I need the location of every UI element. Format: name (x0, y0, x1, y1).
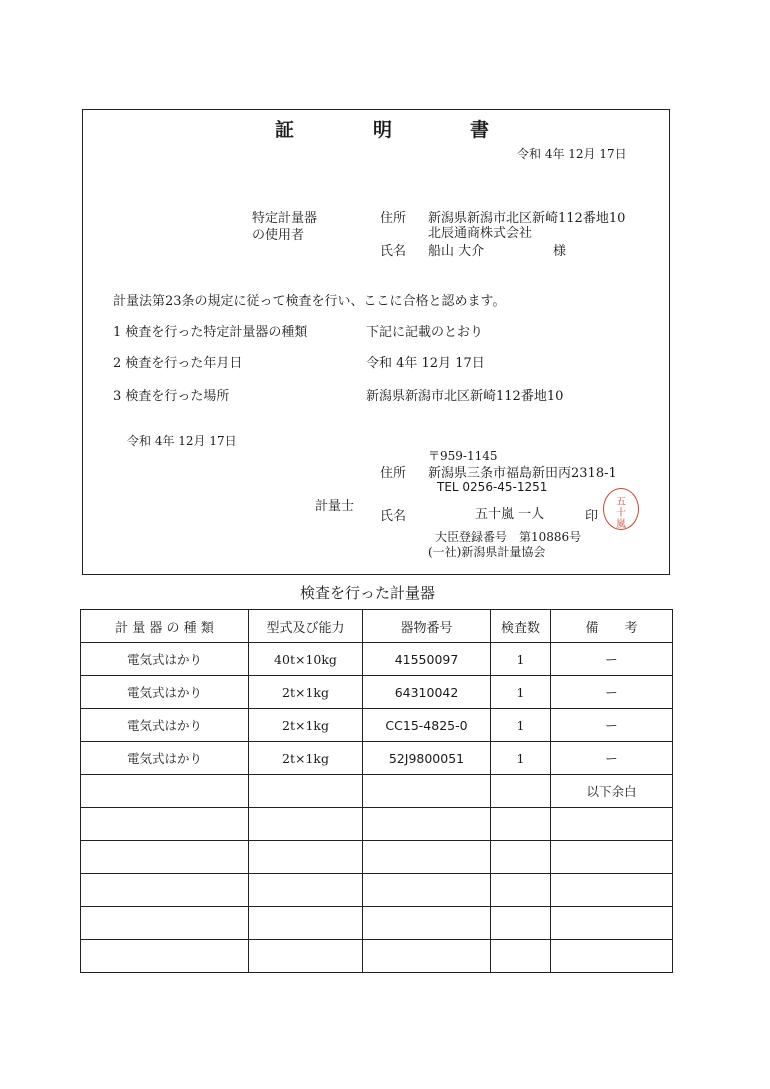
table-row (81, 808, 673, 841)
cell-count (491, 775, 551, 808)
issue-date: 令和 4年 12月 17日 (517, 147, 627, 161)
cell-count: 1 (491, 742, 551, 775)
cell-count: 1 (491, 643, 551, 676)
cell-serial: 64310042 (363, 676, 491, 709)
item-1-label: 1 検査を行った特定計量器の種類 (113, 325, 308, 340)
table-row (81, 643, 673, 676)
inspector-association: (一社)新潟県計量協会 (428, 545, 546, 559)
item-1-value: 下記に記載のとおり (366, 325, 484, 340)
cell-type: 電気式はかり (81, 643, 249, 676)
cell-remarks: ー (551, 643, 673, 676)
item-3-value: 新潟県新潟市北区新崎112番地10 (366, 389, 564, 404)
cell-serial (363, 940, 491, 973)
user-label-2: の使用者 (252, 228, 305, 243)
cell-model: 2t×1kg (249, 742, 363, 775)
cell-model: 2t×1kg (249, 676, 363, 709)
certificate-frame (82, 109, 670, 575)
cell-remarks (551, 940, 673, 973)
item-2-value: 令和 4年 12月 17日 (366, 356, 485, 371)
cell-remarks: ー (551, 676, 673, 709)
personal-seal-icon (603, 488, 639, 530)
title-char-1: 証 (275, 119, 296, 141)
cell-model (249, 775, 363, 808)
inspector-tel: TEL 0256-45-1251 (437, 480, 548, 494)
cell-type (81, 841, 249, 874)
inspected-caption: 検査を行った計量器 (300, 584, 436, 602)
header-model: 型式及び能力 (249, 610, 363, 643)
cell-model (249, 841, 363, 874)
cell-type: 電気式はかり (81, 709, 249, 742)
cell-serial (363, 808, 491, 841)
cell-count (491, 808, 551, 841)
cell-serial (363, 907, 491, 940)
cell-model: 2t×1kg (249, 709, 363, 742)
table-row (81, 742, 673, 775)
cell-remarks (551, 808, 673, 841)
cell-count (491, 907, 551, 940)
cell-model (249, 874, 363, 907)
user-name-label: 氏名 (380, 244, 407, 259)
cell-count (491, 841, 551, 874)
seal-text: 五十嵐 (616, 497, 626, 530)
user-company: 北辰通商株式会社 (428, 226, 533, 241)
cell-remarks (551, 841, 673, 874)
table-header-row (81, 610, 673, 643)
cell-remarks: ー (551, 742, 673, 775)
title-char-3: 書 (470, 119, 491, 141)
cell-remarks (551, 874, 673, 907)
header-type: 計 量 器 の 種 類 (81, 610, 249, 643)
cell-type: 電気式はかり (81, 676, 249, 709)
inspector-role: 計量士 (315, 499, 355, 514)
cell-serial: CC15-4825-0 (363, 709, 491, 742)
inspector-address-label: 住所 (380, 466, 407, 481)
inspector-postal: 〒959-1145 (428, 449, 498, 463)
table-row (81, 874, 673, 907)
cell-count: 1 (491, 709, 551, 742)
user-address: 新潟県新潟市北区新崎112番地10 (428, 211, 626, 226)
table-row (81, 907, 673, 940)
cell-model (249, 907, 363, 940)
table-row (81, 676, 673, 709)
inspected-instruments-table (80, 609, 673, 973)
inspector-registration: 大臣登録番号 第10886号 (435, 530, 582, 544)
item-3-label: 3 検査を行った場所 (113, 389, 230, 404)
cell-remarks: ー (551, 709, 673, 742)
table-row (81, 940, 673, 973)
cell-serial: 52J9800051 (363, 742, 491, 775)
header-count: 検査数 (491, 610, 551, 643)
cell-model (249, 808, 363, 841)
cell-model (249, 940, 363, 973)
statement: 計量法第23条の規定に従って検査を行い、ここに合格と認めます。 (113, 294, 506, 309)
cell-type (81, 775, 249, 808)
cell-serial (363, 874, 491, 907)
user-name: 船山 大介 (428, 244, 485, 259)
table-row (81, 841, 673, 874)
header-remarks: 備 考 (551, 610, 673, 643)
cell-count: 1 (491, 676, 551, 709)
title-char-2: 明 (373, 119, 394, 141)
cell-count (491, 874, 551, 907)
user-address-label: 住所 (380, 211, 407, 226)
header-serial: 器物番号 (363, 610, 491, 643)
cell-serial: 41550097 (363, 643, 491, 676)
inspector-name-label: 氏名 (380, 509, 407, 524)
cell-remarks: 以下余白 (551, 775, 673, 808)
table-row (81, 775, 673, 808)
cell-serial (363, 775, 491, 808)
cell-model: 40t×10kg (249, 643, 363, 676)
inspector-address: 新潟県三条市福島新田丙2318-1 (428, 466, 617, 481)
honorific: 様 (553, 244, 567, 259)
cell-type (81, 808, 249, 841)
inspector-name: 五十嵐 一人 (475, 507, 545, 522)
sign-date: 令和 4年 12月 17日 (127, 434, 237, 448)
cell-type (81, 907, 249, 940)
cell-type: 電気式はかり (81, 742, 249, 775)
cell-type (81, 940, 249, 973)
cell-serial (363, 841, 491, 874)
seal-mark: 印 (585, 509, 599, 524)
cell-type (81, 874, 249, 907)
item-2-label: 2 検査を行った年月日 (113, 356, 243, 371)
user-label-1: 特定計量器 (252, 211, 318, 226)
cell-remarks (551, 907, 673, 940)
cell-count (491, 940, 551, 973)
table-row (81, 709, 673, 742)
